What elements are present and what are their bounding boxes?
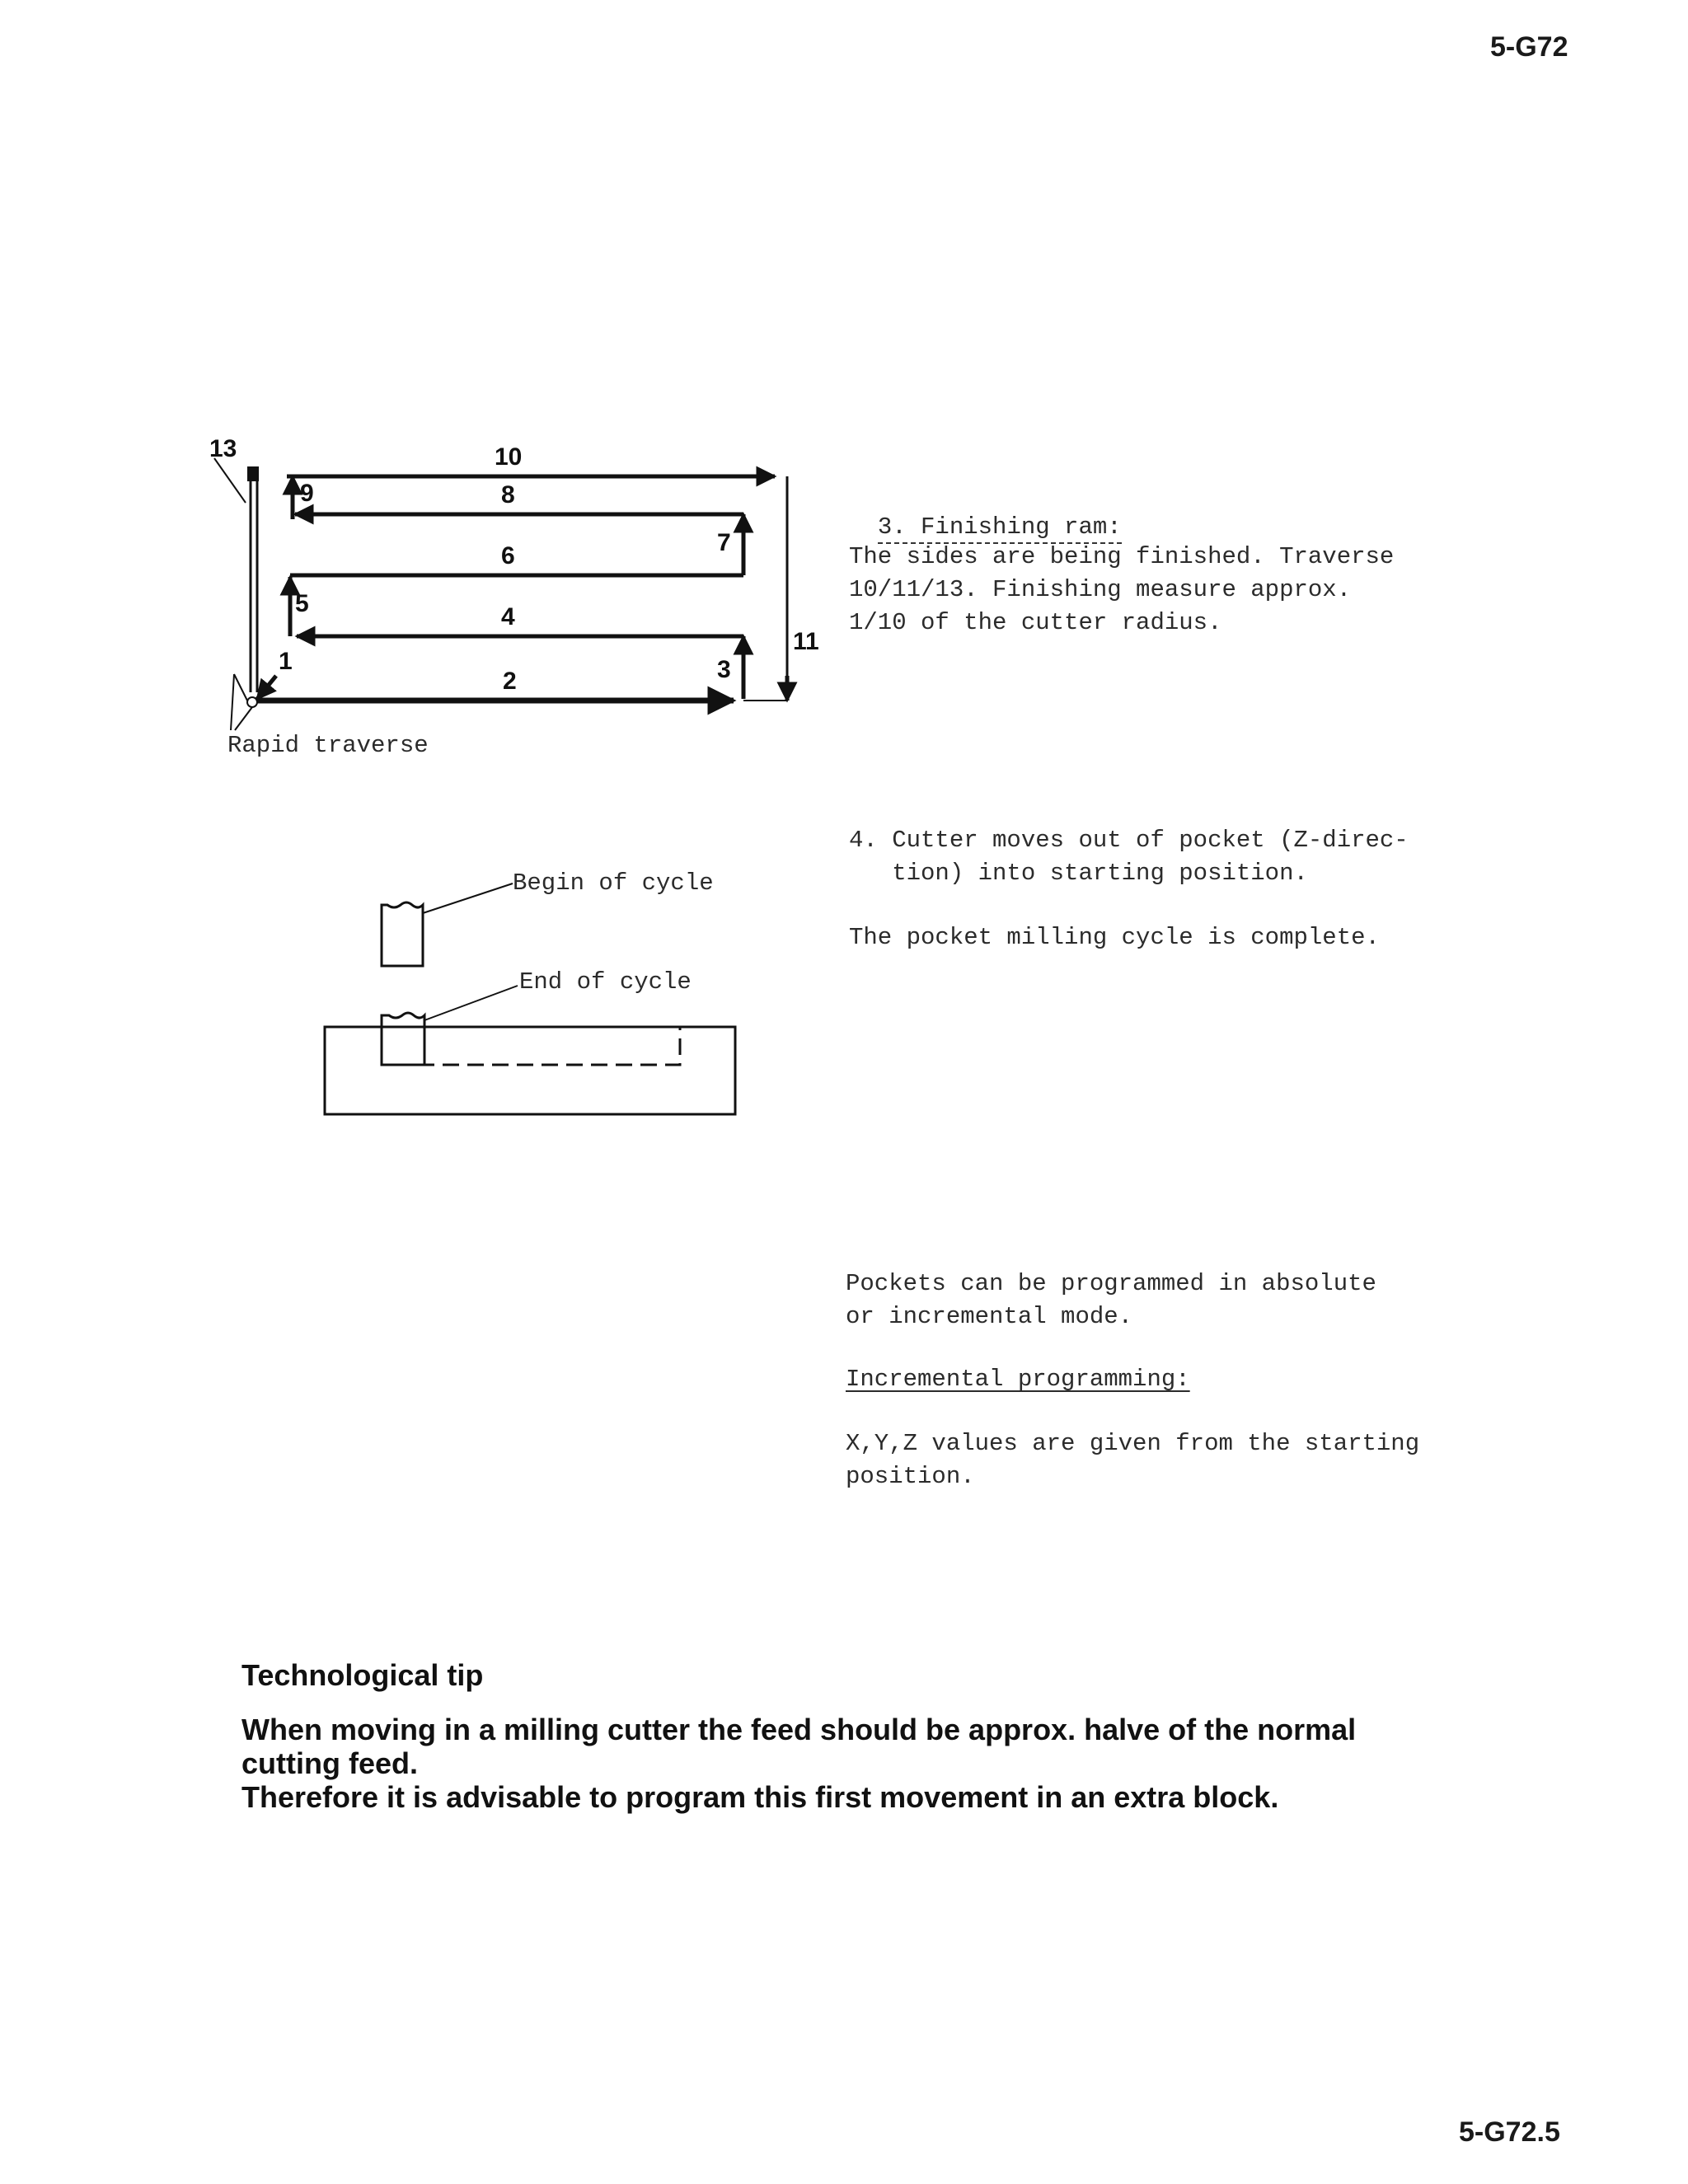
pocket-outline xyxy=(382,1027,680,1065)
tip-line: cutting feed. xyxy=(241,1746,418,1780)
modes-line: Pockets can be programmed in absolute xyxy=(846,1270,1376,1297)
step4-line: 4. Cutter moves out of pocket (Z-direc- xyxy=(849,827,1409,854)
path-1 xyxy=(257,676,276,699)
label-8: 8 xyxy=(501,481,515,509)
rapid-traverse-caption: Rapid traverse xyxy=(227,732,429,759)
label-3: 3 xyxy=(717,656,731,683)
tool-path-diagram xyxy=(198,429,824,775)
incremental-heading: Incremental programming: xyxy=(846,1366,1190,1393)
modes-line: or incremental mode. xyxy=(846,1303,1133,1330)
end-of-cycle-label: End of cycle xyxy=(519,968,692,996)
step3-line: 10/11/13. Finishing measure approx. xyxy=(849,576,1352,603)
label-4: 4 xyxy=(501,603,515,630)
label-1: 1 xyxy=(279,648,293,675)
cycle-complete-text: The pocket milling cycle is complete. xyxy=(849,924,1380,951)
incremental-line: position. xyxy=(846,1463,975,1490)
step3-heading-text: 3. Finishing ram: xyxy=(878,513,1122,544)
tip-body xyxy=(241,1713,1356,1814)
incremental-line: X,Y,Z values are given from the starting xyxy=(846,1430,1420,1457)
label-13: 13 xyxy=(209,435,237,462)
label-2: 2 xyxy=(503,668,517,695)
modes-paragraph xyxy=(846,1268,1376,1333)
tip-line: When moving in a milling cutter the feed should be approx. halve of the normal xyxy=(241,1713,1357,1746)
tip-line: Therefore it is advisable to program this first movement in an extra block. xyxy=(241,1780,1279,1814)
label-7: 7 xyxy=(717,529,731,556)
step3-line: 1/10 of the cutter radius. xyxy=(849,609,1222,636)
cutter-end xyxy=(382,1013,424,1065)
begin-of-cycle-label: Begin of cycle xyxy=(513,869,714,897)
page-footer-code: 5-G72.5 xyxy=(1459,2116,1560,2148)
step4-line: tion) into starting position. xyxy=(849,860,1308,887)
cycle-position-diagram xyxy=(313,874,758,1137)
label-10: 10 xyxy=(495,443,523,471)
incremental-paragraph xyxy=(846,1427,1419,1493)
page-header-code: 5-G72 xyxy=(1490,31,1568,63)
step3-line: The sides are being finished. Traverse xyxy=(849,543,1395,570)
step4-body xyxy=(849,824,1409,890)
tip-title: Technological tip xyxy=(241,1658,484,1692)
step3-heading xyxy=(849,478,1122,544)
workpiece xyxy=(325,1027,735,1114)
label-6: 6 xyxy=(501,542,515,569)
cutter-begin xyxy=(382,902,423,966)
label-11: 11 xyxy=(793,628,819,655)
label-9: 9 xyxy=(300,480,314,507)
step3-body xyxy=(849,541,1394,640)
label-5: 5 xyxy=(295,590,309,617)
